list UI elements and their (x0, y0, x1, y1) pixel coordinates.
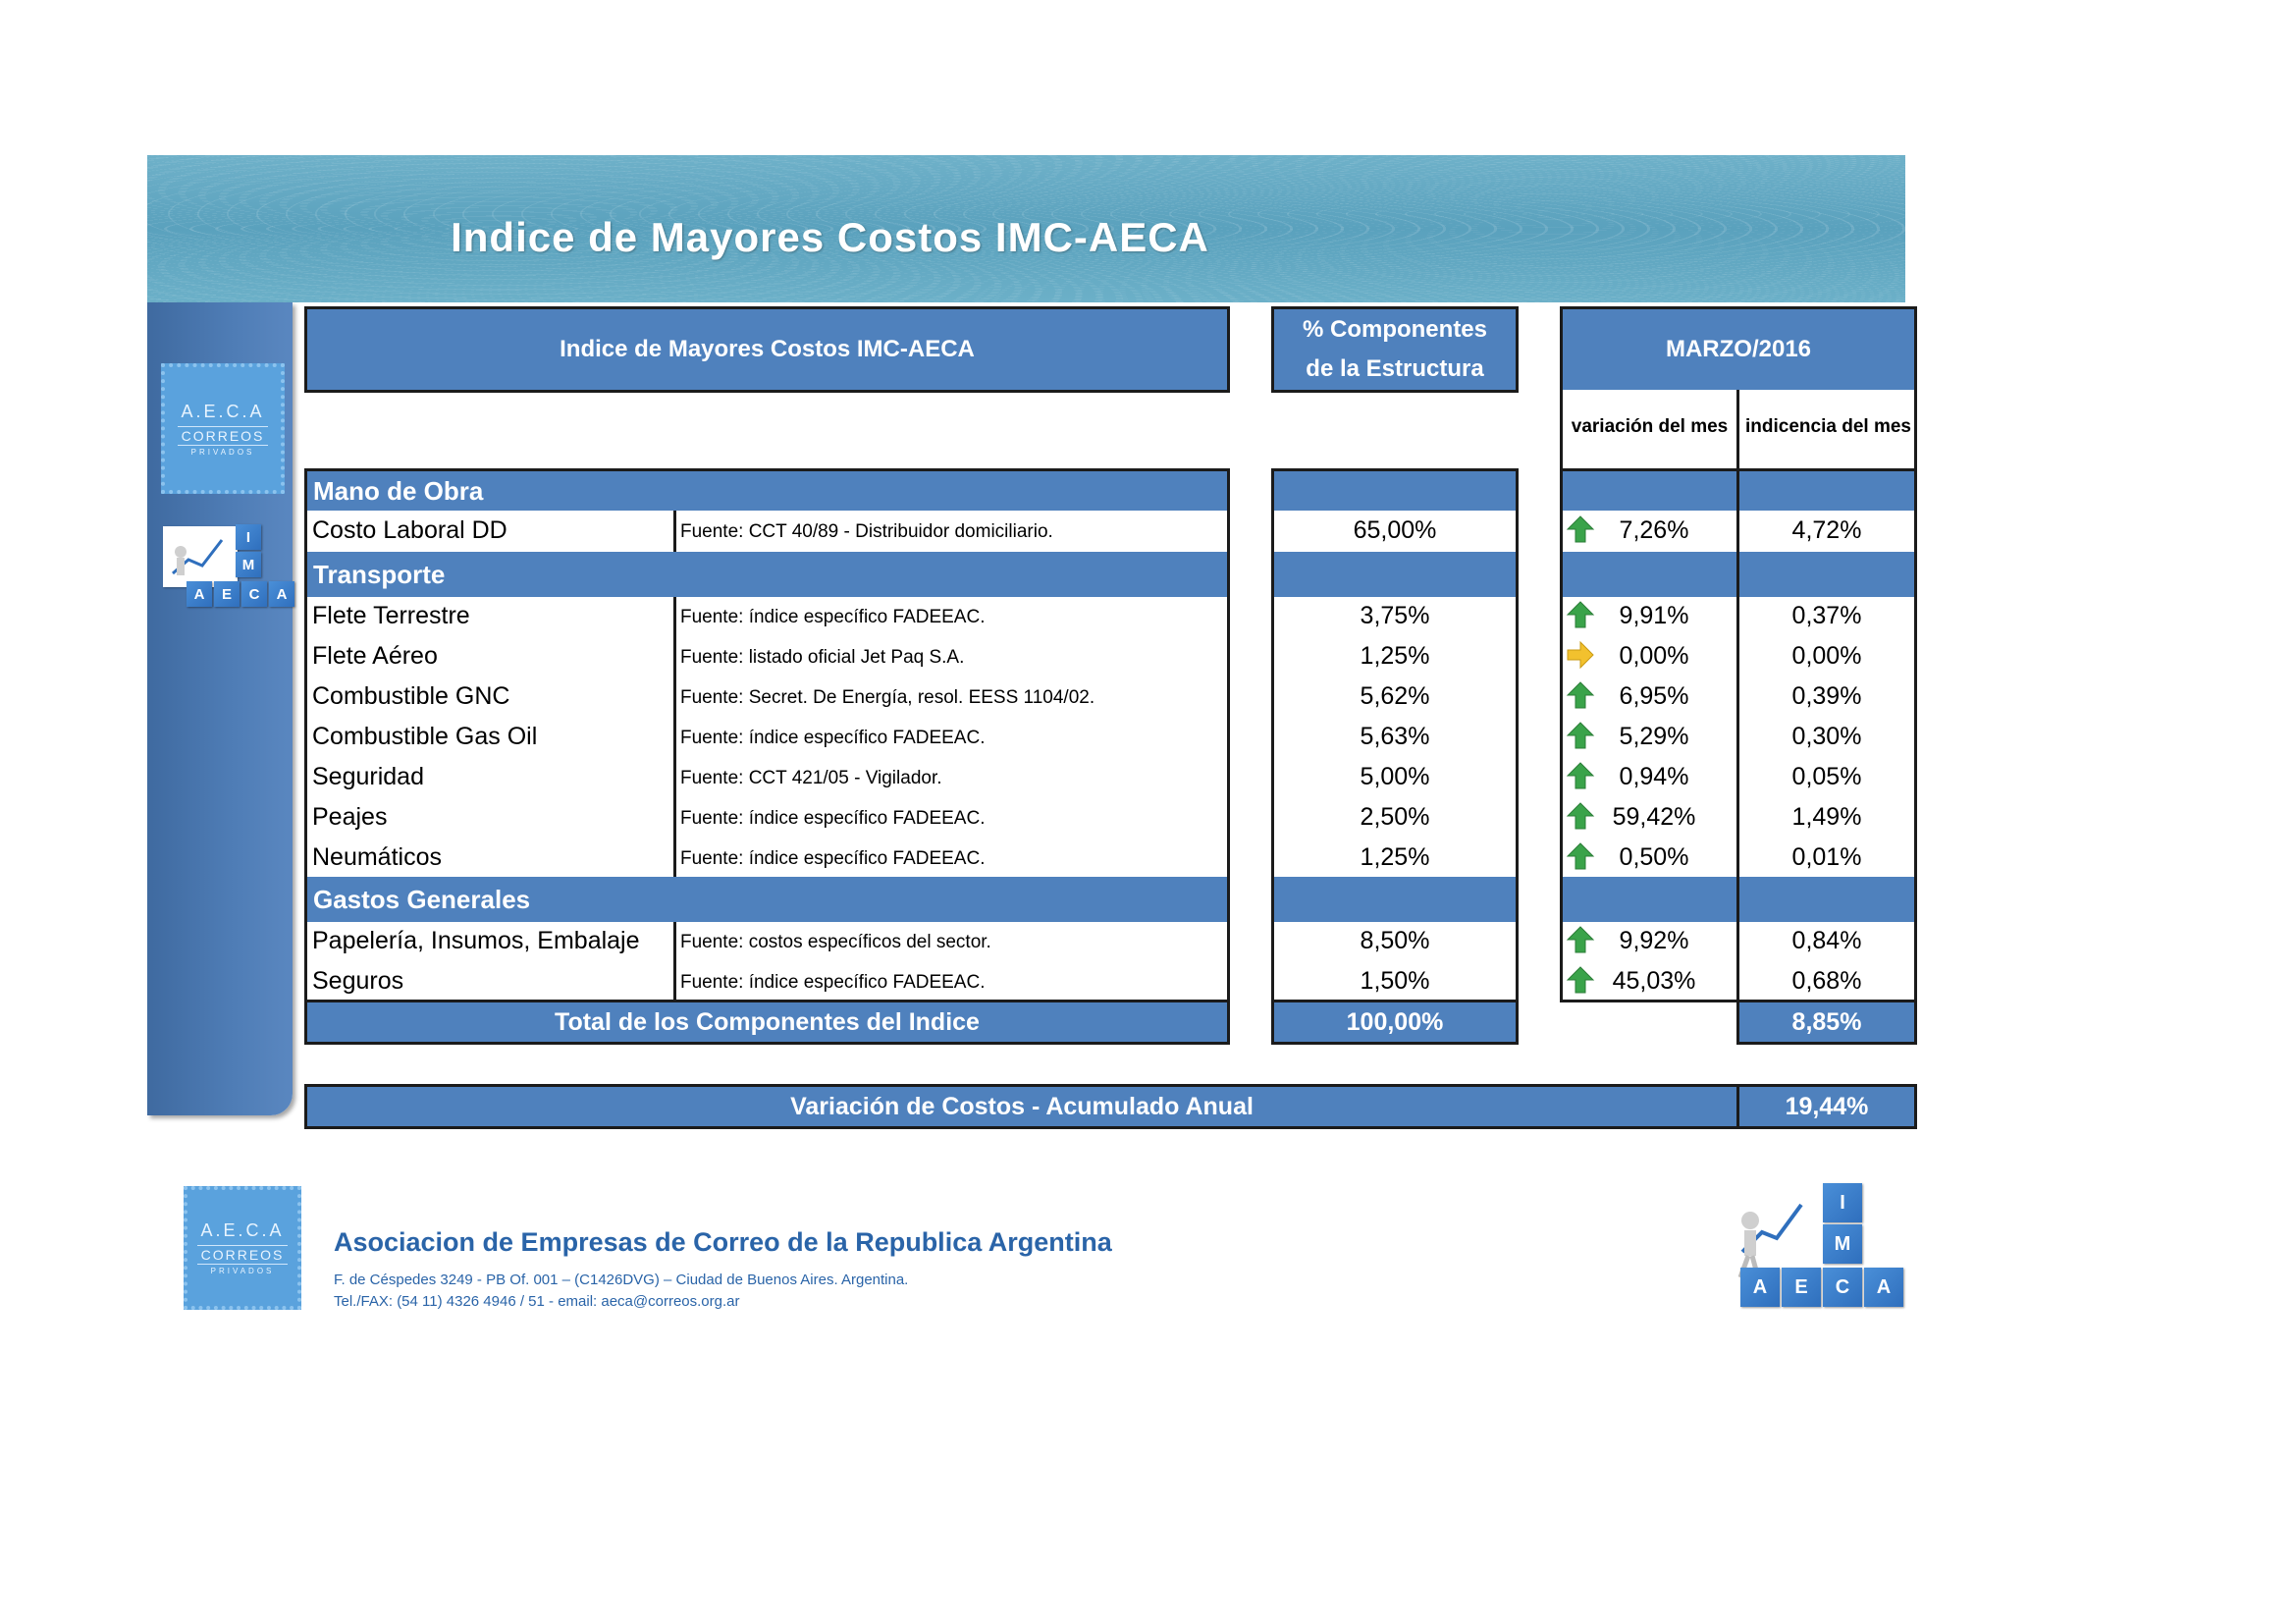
table-header-percent: % Componentes de la Estructura (1271, 306, 1519, 393)
row-percent: 65,00% (1353, 516, 1437, 544)
chart-figure-icon (163, 526, 238, 587)
label-source-divider (673, 468, 676, 1002)
row-percent: 1,50% (1360, 967, 1430, 995)
annual-label-box: Variación de Costos - Acumulado Anual (304, 1084, 1739, 1129)
row-variacion: 6,95% (1619, 682, 1689, 710)
footer-stamp-logo: A.E.C.A CORREOS PRIVADOS (184, 1186, 301, 1310)
row-label: Papelería, Insumos, Embalaje (312, 927, 640, 954)
row-label: Combustible GNC (312, 682, 510, 710)
total-incidencia-box: 8,85% (1736, 1000, 1917, 1045)
row-variacion: 0,00% (1619, 642, 1689, 670)
row-percent: 1,25% (1360, 642, 1430, 670)
group-band-inc (1739, 552, 1914, 597)
imc-logo-small: I M A E C A (159, 522, 289, 611)
group-band-pct (1274, 552, 1516, 597)
group-band-var (1563, 552, 1736, 597)
table-header-main: Indice de Mayores Costos IMC-AECA (304, 306, 1230, 393)
row-incidencia: 4,72% (1791, 516, 1862, 544)
footer-org-name: Asociacion de Empresas de Correo de la Republica Argentina (334, 1227, 1112, 1257)
row-variacion: 0,94% (1619, 763, 1689, 790)
row-label: Flete Terrestre (312, 602, 470, 629)
row-incidencia: 0,68% (1791, 967, 1862, 995)
group-band-mano-de-obra: Mano de Obra (307, 471, 1227, 511)
row-source: Fuente: índice específico FADEEAC. (680, 808, 986, 829)
row-label: Costo Laboral DD (312, 516, 507, 544)
footer-contact: Tel./FAX: (54 11) 4326 4946 / 51 - email: aeca@correos.org.ar (334, 1293, 740, 1310)
group-band-var (1563, 877, 1736, 922)
row-source: Fuente: índice específico FADEEAC. (680, 972, 986, 993)
row-label: Seguros (312, 967, 404, 995)
row-source: Fuente: CCT 40/89 - Distribuidor domiciliario. (680, 521, 1053, 542)
row-label: Combustible Gas Oil (312, 723, 538, 750)
row-source: Fuente: índice específico FADEEAC. (680, 607, 986, 627)
group-band-transporte: Transporte (307, 552, 1227, 597)
total-label-box: Total de los Componentes del Indice (304, 1000, 1230, 1045)
row-source: Fuente: listado oficial Jet Paq S.A. (680, 647, 965, 668)
footer-address: F. de Céspedes 3249 - PB Of. 001 – (C1426DVG) – Ciudad de Buenos Aires. Argentina. (334, 1272, 909, 1288)
row-variacion: 9,92% (1619, 927, 1689, 954)
group-band-inc (1739, 877, 1914, 922)
row-percent: 5,62% (1360, 682, 1430, 710)
subheader-variacion: variación del mes (1571, 416, 1729, 437)
row-percent: 5,00% (1360, 763, 1430, 790)
aeca-stamp-logo: A.E.C.A CORREOS PRIVADOS (161, 363, 285, 494)
row-source: Fuente: costos específicos del sector. (680, 932, 991, 952)
row-percent: 2,50% (1360, 803, 1430, 831)
row-incidencia: 0,37% (1791, 602, 1862, 629)
row-variacion: 9,91% (1619, 602, 1689, 629)
row-incidencia: 0,05% (1791, 763, 1862, 790)
row-percent: 1,25% (1360, 843, 1430, 871)
header-banner (147, 155, 1905, 302)
row-incidencia: 1,49% (1791, 803, 1862, 831)
page-title: Indice de Mayores Costos IMC-AECA (451, 214, 1209, 260)
row-source: Fuente: Secret. De Energía, resol. EESS 1104/02. (680, 687, 1095, 708)
subheader-incidencia: indicencia del mes (1745, 416, 1911, 437)
row-variacion: 59,42% (1612, 803, 1696, 831)
row-source: Fuente: índice específico FADEEAC. (680, 848, 986, 869)
group-band-gastos-generales: Gastos Generales (307, 877, 1227, 922)
row-incidencia: 0,01% (1791, 843, 1862, 871)
row-variacion: 5,29% (1619, 723, 1689, 750)
row-incidencia: 0,84% (1791, 927, 1862, 954)
total-percent-box: 100,00% (1271, 1000, 1519, 1045)
row-variacion: 7,26% (1619, 516, 1689, 544)
variacion-bottom-border (1560, 1000, 1739, 1002)
imc-logo-large: I M A E C A (1723, 1183, 1899, 1316)
row-source: Fuente: índice específico FADEEAC. (680, 728, 986, 748)
row-label: Neumáticos (312, 843, 442, 871)
annual-value-box: 19,44% (1736, 1084, 1917, 1129)
group-band-pct (1274, 471, 1516, 511)
row-incidencia: 0,30% (1791, 723, 1862, 750)
row-label: Flete Aéreo (312, 642, 438, 670)
row-label: Seguridad (312, 763, 424, 790)
group-band-inc (1739, 471, 1914, 511)
row-label: Peajes (312, 803, 388, 831)
row-percent: 3,75% (1360, 602, 1430, 629)
group-band-var (1563, 471, 1736, 511)
row-variacion: 45,03% (1612, 967, 1696, 995)
group-band-pct (1274, 877, 1516, 922)
row-source: Fuente: CCT 421/05 - Vigilador. (680, 768, 942, 788)
row-percent: 5,63% (1360, 723, 1430, 750)
row-incidencia: 0,00% (1791, 642, 1862, 670)
row-variacion: 0,50% (1619, 843, 1689, 871)
row-percent: 8,50% (1360, 927, 1430, 954)
row-incidencia: 0,39% (1791, 682, 1862, 710)
table-header-period: MARZO/2016 (1560, 306, 1917, 393)
